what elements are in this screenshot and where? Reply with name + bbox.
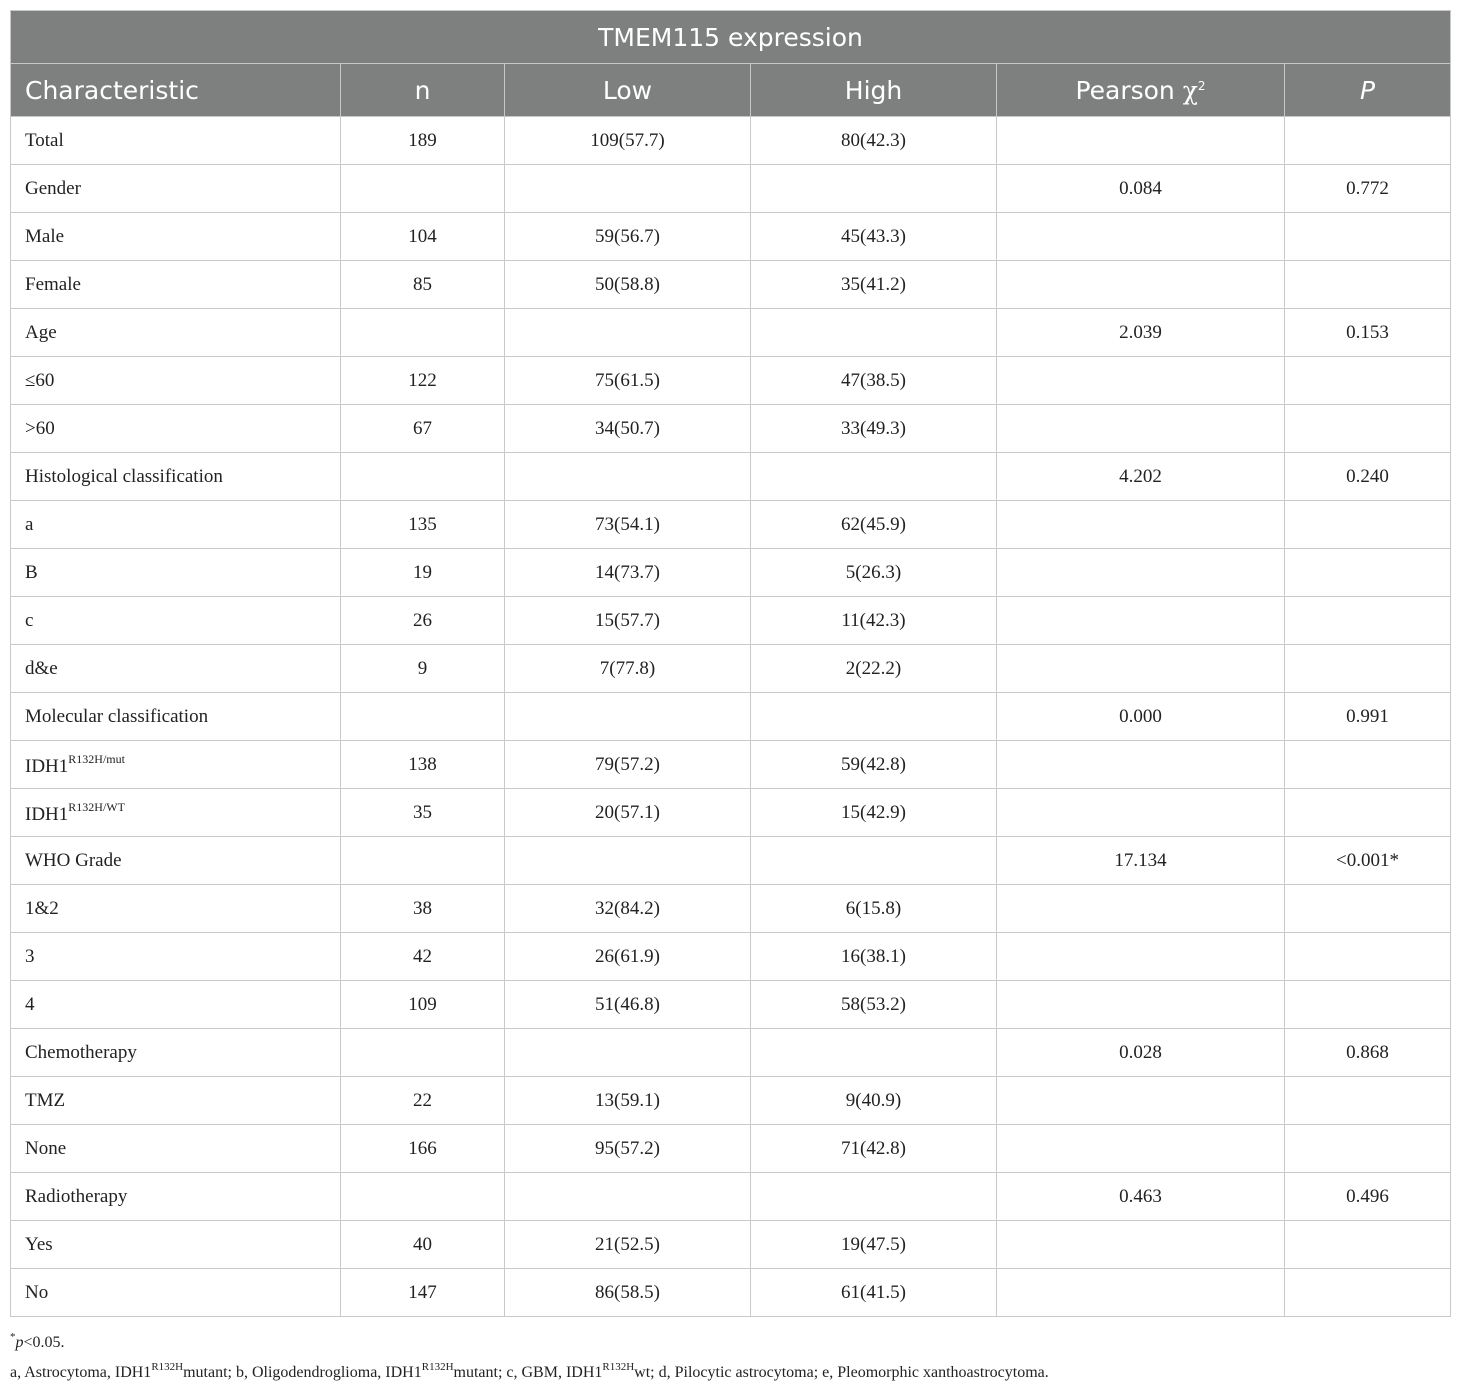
cell-low: 75(61.5) [505,357,751,405]
cell-pearson-chi2 [997,405,1285,453]
cell-low: 34(50.7) [505,405,751,453]
header-n: n [341,64,505,117]
table-row [11,405,1451,453]
cell-n: 9 [341,645,505,693]
cell-low: 51(46.8) [505,981,751,1029]
cell-high: 71(42.8) [751,1125,997,1173]
characteristic-label: ≤60 [25,369,55,391]
characteristic-superscript: R132H/mut [68,751,125,766]
cell-characteristic [11,213,341,261]
table-row [11,837,1451,885]
cell-n: 85 [341,261,505,309]
table-row [11,645,1451,693]
cell-characteristic [11,1029,341,1077]
cell-n: 189 [341,117,505,165]
legend-text: mutant; b, Oligodendroglioma, IDH1 [183,1364,422,1381]
cell-n: 19 [341,549,505,597]
significance-note [10,1325,1450,1355]
cell-high [751,165,997,213]
title-row [11,11,1451,64]
cell-p-value: 0.772 [1285,165,1451,213]
table-row [11,789,1451,837]
cell-pearson-chi2: 0.028 [997,1029,1285,1077]
cell-high: 80(42.3) [751,117,997,165]
cell-pearson-chi2 [997,357,1285,405]
cell-characteristic [11,453,341,501]
cell-low [505,165,751,213]
sig-p: p [15,1334,24,1351]
cell-p-value [1285,885,1451,933]
characteristic-label: Molecular classification [25,705,209,727]
header-p [1285,64,1451,117]
header-low: Low [505,64,751,117]
legend-superscript: R132H [602,1361,635,1373]
table-row [11,741,1451,789]
cell-p-value: 0.153 [1285,309,1451,357]
cell-characteristic [11,933,341,981]
table-row [11,1077,1451,1125]
table-row [11,453,1451,501]
cell-characteristic [11,693,341,741]
cell-high [751,1173,997,1221]
cell-pearson-chi2 [997,1125,1285,1173]
cell-high: 15(42.9) [751,789,997,837]
table-row [11,1221,1451,1269]
cell-characteristic [11,1173,341,1221]
cell-p-value: 0.240 [1285,453,1451,501]
cell-n: 138 [341,741,505,789]
cell-n [341,837,505,885]
cell-n: 67 [341,405,505,453]
cell-low: 26(61.9) [505,933,751,981]
cell-high: 5(26.3) [751,549,997,597]
cell-characteristic [11,741,341,789]
characteristic-label: B [25,561,38,583]
sig-rest: <0.05. [23,1334,65,1351]
characteristic-label: IDH1 [25,803,69,825]
cell-p-value: 0.991 [1285,693,1451,741]
cell-pearson-chi2 [997,597,1285,645]
legend-text: mutant; c, GBM, IDH1 [453,1364,603,1381]
cell-pearson-chi2 [997,261,1285,309]
cell-p-value: <0.001* [1285,837,1451,885]
header-p-label: P [1359,75,1376,105]
cell-characteristic [11,1077,341,1125]
cell-characteristic [11,117,341,165]
cell-n: 122 [341,357,505,405]
cell-low [505,693,751,741]
characteristic-label: Total [25,129,64,151]
cell-low [505,1029,751,1077]
cell-high: 59(42.8) [751,741,997,789]
cell-pearson-chi2 [997,117,1285,165]
legend-text: a, Astrocytoma, IDH1 [10,1364,152,1381]
cell-high [751,693,997,741]
characteristic-label: 4 [25,993,35,1015]
characteristic-label: Radiotherapy [25,1185,128,1207]
cell-n [341,453,505,501]
characteristic-label: No [25,1281,49,1303]
cell-n [341,309,505,357]
data-table [10,10,1451,1317]
cell-p-value [1285,117,1451,165]
cell-pearson-chi2 [997,981,1285,1029]
table-row [11,309,1451,357]
cell-p-value [1285,981,1451,1029]
cell-n: 135 [341,501,505,549]
legend-superscript: R132H [421,1361,454,1373]
cell-p-value [1285,405,1451,453]
cell-low: 86(58.5) [505,1269,751,1317]
characteristic-label: Age [25,321,57,343]
table-container [10,10,1450,1385]
cell-low: 7(77.8) [505,645,751,693]
chi-superscript: 2 [1197,78,1206,93]
header-pearson [997,64,1285,117]
cell-high: 35(41.2) [751,261,997,309]
table-row [11,1125,1451,1173]
cell-n [341,1029,505,1077]
cell-n: 35 [341,789,505,837]
table-row [11,117,1451,165]
cell-high: 58(53.2) [751,981,997,1029]
cell-characteristic [11,789,341,837]
cell-low [505,453,751,501]
cell-n: 40 [341,1221,505,1269]
cell-p-value [1285,1125,1451,1173]
table-row [11,501,1451,549]
characteristic-label: TMZ [25,1089,66,1111]
cell-high: 62(45.9) [751,501,997,549]
table-row [11,261,1451,309]
cell-characteristic [11,309,341,357]
cell-high: 47(38.5) [751,357,997,405]
cell-pearson-chi2 [997,213,1285,261]
chi-symbol: χ [1182,75,1198,105]
cell-characteristic [11,405,341,453]
cell-n: 166 [341,1125,505,1173]
characteristic-label: 3 [25,945,35,967]
cell-characteristic [11,1221,341,1269]
cell-p-value [1285,933,1451,981]
characteristic-label: Histological classification [25,465,223,487]
cell-n: 22 [341,1077,505,1125]
cell-p-value: 0.868 [1285,1029,1451,1077]
cell-high: 9(40.9) [751,1077,997,1125]
characteristic-label: Gender [25,177,81,199]
table-row [11,1029,1451,1077]
footnotes [10,1325,1450,1385]
cell-low [505,1173,751,1221]
cell-p-value [1285,549,1451,597]
table-row [11,885,1451,933]
cell-n: 109 [341,981,505,1029]
characteristic-label: WHO Grade [25,849,122,871]
cell-p-value [1285,645,1451,693]
cell-p-value [1285,261,1451,309]
cell-low: 21(52.5) [505,1221,751,1269]
characteristic-label: Yes [25,1233,53,1255]
header-row [11,64,1451,117]
cell-n: 104 [341,213,505,261]
cell-high: 6(15.8) [751,885,997,933]
cell-p-value [1285,1221,1451,1269]
cell-characteristic [11,981,341,1029]
cell-high [751,837,997,885]
cell-low: 73(54.1) [505,501,751,549]
cell-low [505,309,751,357]
cell-pearson-chi2 [997,885,1285,933]
legend-superscript: R132H [151,1361,184,1373]
table-body [11,117,1451,1317]
cell-characteristic [11,597,341,645]
cell-high: 11(42.3) [751,597,997,645]
cell-low: 50(58.8) [505,261,751,309]
cell-pearson-chi2: 4.202 [997,453,1285,501]
characteristic-label: Chemotherapy [25,1041,137,1063]
characteristic-label: c [25,609,34,631]
cell-characteristic [11,645,341,693]
table-row [11,213,1451,261]
cell-high: 2(22.2) [751,645,997,693]
cell-pearson-chi2 [997,501,1285,549]
cell-characteristic [11,885,341,933]
cell-pearson-chi2: 0.084 [997,165,1285,213]
table-title: TMEM115 expression [11,11,1451,64]
cell-characteristic [11,549,341,597]
table-row [11,693,1451,741]
cell-high [751,453,997,501]
characteristic-label: >60 [25,417,55,439]
cell-n: 147 [341,1269,505,1317]
cell-p-value [1285,357,1451,405]
table-row [11,933,1451,981]
cell-p-value [1285,213,1451,261]
sig-star: * [10,1331,16,1343]
cell-n: 26 [341,597,505,645]
cell-high: 45(43.3) [751,213,997,261]
cell-characteristic [11,501,341,549]
table-row [11,165,1451,213]
cell-low: 13(59.1) [505,1077,751,1125]
cell-low: 32(84.2) [505,885,751,933]
header-high: High [751,64,997,117]
cell-low: 14(73.7) [505,549,751,597]
cell-high: 16(38.1) [751,933,997,981]
cell-p-value: 0.496 [1285,1173,1451,1221]
characteristic-label: a [25,513,34,535]
cell-characteristic [11,261,341,309]
cell-p-value [1285,501,1451,549]
cell-low [505,837,751,885]
characteristic-label: d&e [25,657,58,679]
cell-p-value [1285,597,1451,645]
cell-characteristic [11,165,341,213]
cell-characteristic [11,1269,341,1317]
cell-n: 38 [341,885,505,933]
cell-low: 15(57.7) [505,597,751,645]
table-row [11,597,1451,645]
header-characteristic: Characteristic [11,64,341,117]
header-pearson-label: Pearson [1075,75,1175,105]
cell-characteristic [11,1125,341,1173]
cell-p-value [1285,1077,1451,1125]
cell-p-value [1285,1269,1451,1317]
table-row [11,357,1451,405]
cell-pearson-chi2: 17.134 [997,837,1285,885]
cell-n [341,693,505,741]
table-row [11,1173,1451,1221]
table-row [11,1269,1451,1317]
cell-pearson-chi2 [997,645,1285,693]
cell-pearson-chi2: 0.463 [997,1173,1285,1221]
cell-pearson-chi2 [997,1077,1285,1125]
cell-high [751,1029,997,1077]
characteristic-superscript: R132H/WT [68,799,125,814]
cell-pearson-chi2 [997,549,1285,597]
cell-low: 79(57.2) [505,741,751,789]
cell-p-value [1285,789,1451,837]
table-row [11,981,1451,1029]
cell-n: 42 [341,933,505,981]
cell-low: 109(57.7) [505,117,751,165]
cell-low: 95(57.2) [505,1125,751,1173]
cell-pearson-chi2: 0.000 [997,693,1285,741]
characteristic-label: IDH1 [25,755,69,777]
characteristic-label: 1&2 [25,897,59,919]
characteristic-label: None [25,1137,67,1159]
cell-high [751,309,997,357]
cell-high: 19(47.5) [751,1221,997,1269]
cell-low: 20(57.1) [505,789,751,837]
cell-n [341,1173,505,1221]
characteristic-label: Female [25,273,81,295]
cell-pearson-chi2 [997,1269,1285,1317]
cell-characteristic [11,837,341,885]
cell-pearson-chi2: 2.039 [997,309,1285,357]
table-row [11,549,1451,597]
cell-pearson-chi2 [997,1221,1285,1269]
cell-p-value [1285,741,1451,789]
cell-pearson-chi2 [997,741,1285,789]
cell-characteristic [11,357,341,405]
cell-high: 33(49.3) [751,405,997,453]
cell-pearson-chi2 [997,789,1285,837]
legend-text: wt; d, Pilocytic astrocytoma; e, Pleomorphic xanthoastrocytoma. [634,1364,1049,1381]
cell-n [341,165,505,213]
cell-low: 59(56.7) [505,213,751,261]
characteristic-label: Male [25,225,65,247]
cell-pearson-chi2 [997,933,1285,981]
cell-high: 61(41.5) [751,1269,997,1317]
